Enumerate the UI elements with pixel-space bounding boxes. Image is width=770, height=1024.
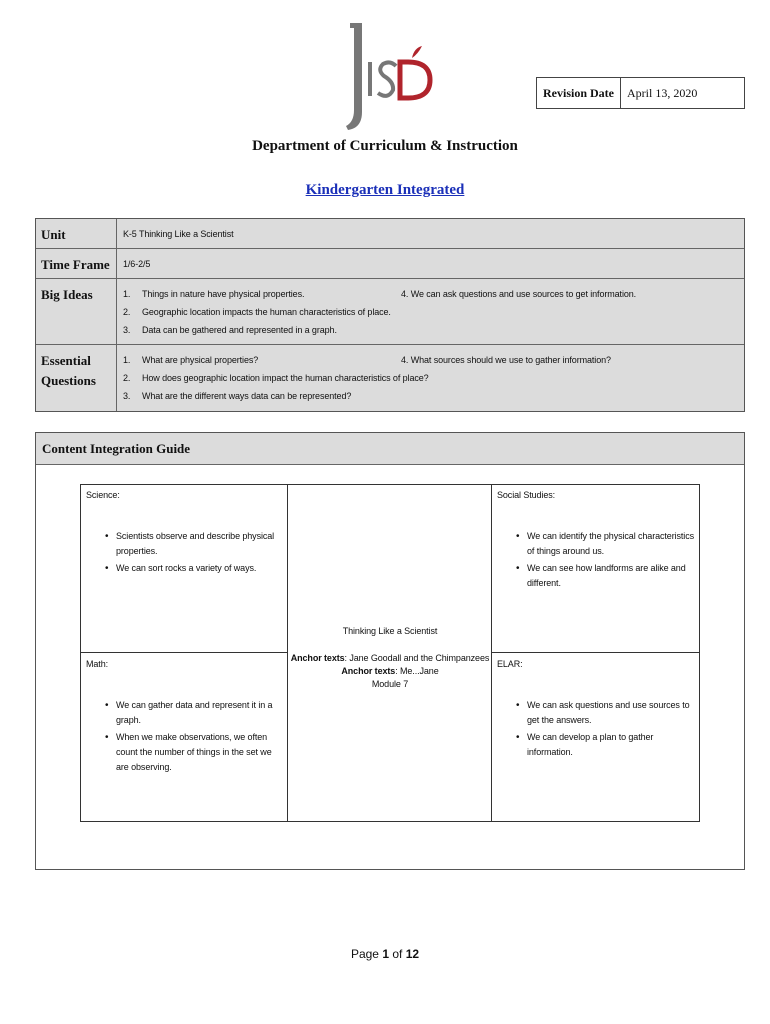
math-cell: [86, 657, 282, 777]
social-studies-cell: [497, 488, 697, 593]
big-idea-4: 4. We can ask questions and use sources to get information.: [401, 289, 637, 299]
course-title-link[interactable]: Kindergarten Integrated: [305, 182, 465, 198]
essential-questions-label: Essential Questions: [36, 345, 117, 411]
guide-title: Content Integration Guide: [36, 433, 744, 465]
divider: [81, 652, 287, 653]
list-item: • We can sort rocks a variety of ways.: [86, 561, 282, 576]
science-label: Science:: [86, 490, 120, 500]
list-item: • We can gather data and represent it in a graph.: [86, 698, 282, 728]
elar-label: ELAR:: [497, 659, 523, 669]
social-studies-label: Social Studies:: [497, 490, 556, 500]
essential-questions-content: [117, 345, 744, 411]
center-cell: [288, 625, 492, 691]
revision-date-value: April 13, 2020: [627, 85, 698, 100]
anchor-texts-1: Anchor texts: Jane Goodall and the Chimpanzees: [290, 653, 490, 663]
jisd-logo: [338, 20, 434, 132]
list-item: 1. What are physical properties?: [123, 355, 259, 365]
list-item: 1. Things in nature have physical properties.: [123, 289, 305, 299]
essential-question-4: 4. What sources should we use to gather information?: [401, 355, 611, 365]
essential-questions-row: [36, 345, 744, 411]
revision-date-label: Revision Date: [537, 78, 621, 108]
list-item: • We can ask questions and use sources to get the answers.: [497, 698, 697, 728]
revision-date-box: [536, 77, 745, 109]
time-frame-row: [36, 249, 744, 279]
time-frame-label: Time Frame: [36, 249, 117, 278]
list-item: 3. Data can be gathered and represented in a graph.: [123, 325, 337, 335]
big-ideas-content: [117, 279, 744, 344]
time-frame-value: 1/6-2/5: [123, 259, 151, 269]
list-item: • We can identify the physical characteristics of things around us.: [497, 529, 697, 559]
math-label: Math:: [86, 659, 109, 669]
unit-value: K-5 Thinking Like a Scientist: [123, 229, 234, 239]
elar-cell: [497, 657, 697, 762]
module-label: Module 7: [371, 679, 409, 689]
integration-grid: [80, 484, 700, 822]
big-ideas-label: Big Ideas: [36, 279, 117, 344]
list-item: 3. What are the different ways data can be represented?: [123, 391, 352, 401]
list-item: • We can develop a plan to gather information.: [497, 730, 697, 760]
theme-title: Thinking Like a Scientist: [342, 626, 438, 636]
list-item: • We can see how landforms are alike and different.: [497, 561, 697, 591]
science-cell: [86, 488, 282, 578]
unit-info-table: [35, 218, 745, 412]
list-item: • When we make observations, we often count the number of things in the set we are observing.: [86, 730, 282, 775]
department-title: Department of Curriculum & Instruction: [252, 138, 518, 154]
list-item: • Scientists observe and describe physical properties.: [86, 529, 282, 559]
list-item: 2. Geographic location impacts the human characteristics of place.: [123, 307, 391, 317]
anchor-texts-2: Anchor texts: Me...Jane: [341, 666, 439, 676]
page-number: Page 1 of 12: [350, 947, 420, 961]
list-item: 2. How does geographic location impact the human characteristics of place?: [123, 373, 429, 383]
big-ideas-row: [36, 279, 744, 345]
divider: [491, 652, 699, 653]
unit-row: [36, 219, 744, 249]
unit-label: Unit: [36, 219, 117, 248]
